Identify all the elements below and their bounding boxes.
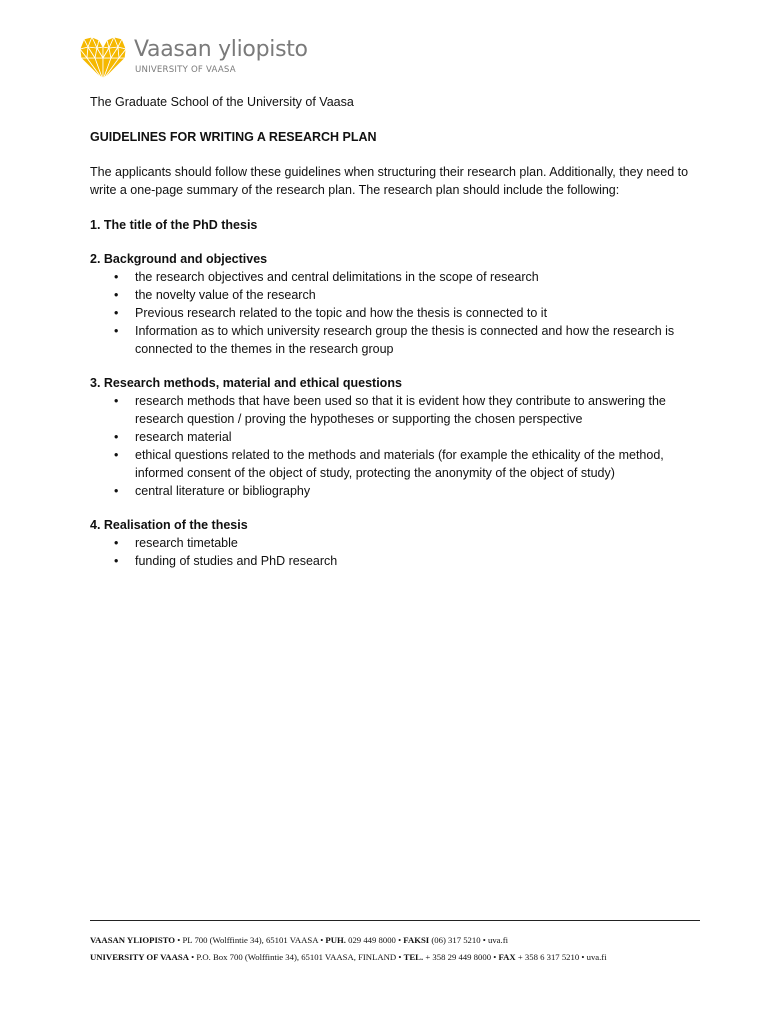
- section-heading: 1. The title of the PhD thesis: [90, 218, 258, 232]
- list-item: [90, 482, 690, 500]
- list-item: [90, 322, 690, 358]
- list-item: [90, 534, 690, 552]
- footer-line-english: [90, 949, 710, 966]
- footer-separator: •: [480, 935, 488, 945]
- list-item-text: funding of studies and PhD research: [135, 554, 338, 568]
- school-name: The Graduate School of the University of Vaasa: [90, 95, 354, 109]
- list-item-text: ethical questions related to the methods and materials (for example the ethicality of the method, informed consent of the object of study, protecting the anonymity of the object of study): [135, 448, 664, 480]
- list-item: [90, 268, 690, 286]
- list-item-text: research timetable: [135, 536, 238, 550]
- footer-website: uva.fi: [487, 935, 509, 945]
- footer-org-name: UNIVERSITY OF VAASA: [90, 952, 189, 962]
- footer-fax: (06) 317 5210: [429, 935, 481, 945]
- footer-phone-label: PUH.: [325, 935, 346, 945]
- section-realisation: [90, 516, 690, 570]
- document-body: [90, 93, 690, 586]
- logo-subtitle: UNIVERSITY OF VAASA: [135, 65, 236, 75]
- section-heading: 3. Research methods, material and ethical questions: [90, 376, 402, 390]
- logo-name: Vaasan yliopisto: [134, 37, 308, 62]
- bullet-icon: •: [114, 270, 119, 284]
- footer-separator: •: [175, 935, 183, 945]
- bullet-list: [90, 268, 690, 358]
- list-item: [90, 552, 690, 570]
- footer-address: P.O. Box 700 (Wolffintie 34), 65101 VAASA, FINLAND: [196, 952, 397, 962]
- footer-org-name: VAASAN YLIOPISTO: [90, 935, 176, 945]
- list-item-text: research methods that have been used so that it is evident how they contribute to answering the research question / proving the hypotheses or supporting the chosen perspective: [135, 394, 666, 426]
- document-title: GUIDELINES FOR WRITING A RESEARCH PLAN: [90, 130, 377, 144]
- list-item: [90, 446, 690, 482]
- list-item-text: research material: [135, 430, 232, 444]
- bullet-icon: •: [114, 288, 119, 302]
- footer: [90, 932, 710, 966]
- list-item: [90, 286, 690, 304]
- footer-separator: •: [491, 952, 499, 962]
- section-research-methods: [90, 374, 690, 500]
- footer-phone: 029 449 8000: [345, 935, 396, 945]
- footer-tel: + 358 29 449 8000: [423, 952, 492, 962]
- bullet-icon: •: [114, 536, 119, 550]
- list-item-text: central literature or bibliography: [135, 484, 311, 498]
- footer-website: uva.fi: [586, 952, 607, 962]
- footer-line-finnish: [90, 932, 710, 949]
- section-title-of-thesis: [90, 216, 690, 234]
- bullet-list: [90, 392, 690, 500]
- bullet-list: [90, 534, 690, 570]
- footer-separator: •: [396, 952, 404, 962]
- list-item: [90, 392, 690, 428]
- footer-fax: + 358 6 317 5210: [515, 952, 580, 962]
- section-background-objectives: [90, 250, 690, 358]
- list-item-text: Previous research related to the topic and how the thesis is connected to it: [135, 306, 548, 320]
- footer-separator: •: [395, 935, 404, 945]
- list-item: [90, 428, 690, 446]
- footer-fax-label: FAKSI: [403, 935, 430, 945]
- bullet-icon: •: [114, 306, 119, 320]
- university-logo: [78, 34, 308, 82]
- section-heading: 4. Realisation of the thesis: [90, 518, 248, 532]
- footer-separator: •: [318, 935, 326, 945]
- footer-divider: [90, 920, 700, 921]
- footer-fax-label: FAX: [498, 952, 516, 962]
- list-item-text: Information as to which university research group the thesis is connected and how the research is connected to the themes in the research group: [135, 324, 675, 356]
- list-item-text: the novelty value of the research: [135, 288, 316, 302]
- bullet-icon: •: [114, 324, 119, 338]
- footer-separator: •: [579, 952, 587, 962]
- section-heading: 2. Background and objectives: [90, 252, 268, 266]
- intro-paragraph: The applicants should follow these guidelines when structuring their research plan. Additionally, they need to write a one-page summary of the research plan. The research plan should include the following:: [90, 165, 689, 197]
- bullet-icon: •: [114, 430, 119, 444]
- footer-tel-label: TEL.: [403, 952, 424, 962]
- heart-logo-icon: [78, 34, 128, 82]
- list-item-text: the research objectives and central delimitations in the scope of research: [135, 270, 539, 284]
- list-item: [90, 304, 690, 322]
- bullet-icon: •: [114, 448, 119, 462]
- bullet-icon: •: [114, 394, 119, 408]
- bullet-icon: •: [114, 554, 119, 568]
- footer-separator: •: [188, 952, 197, 962]
- footer-address: PL 700 (Wolffintie 34), 65101 VAASA: [182, 935, 319, 945]
- bullet-icon: •: [114, 484, 119, 498]
